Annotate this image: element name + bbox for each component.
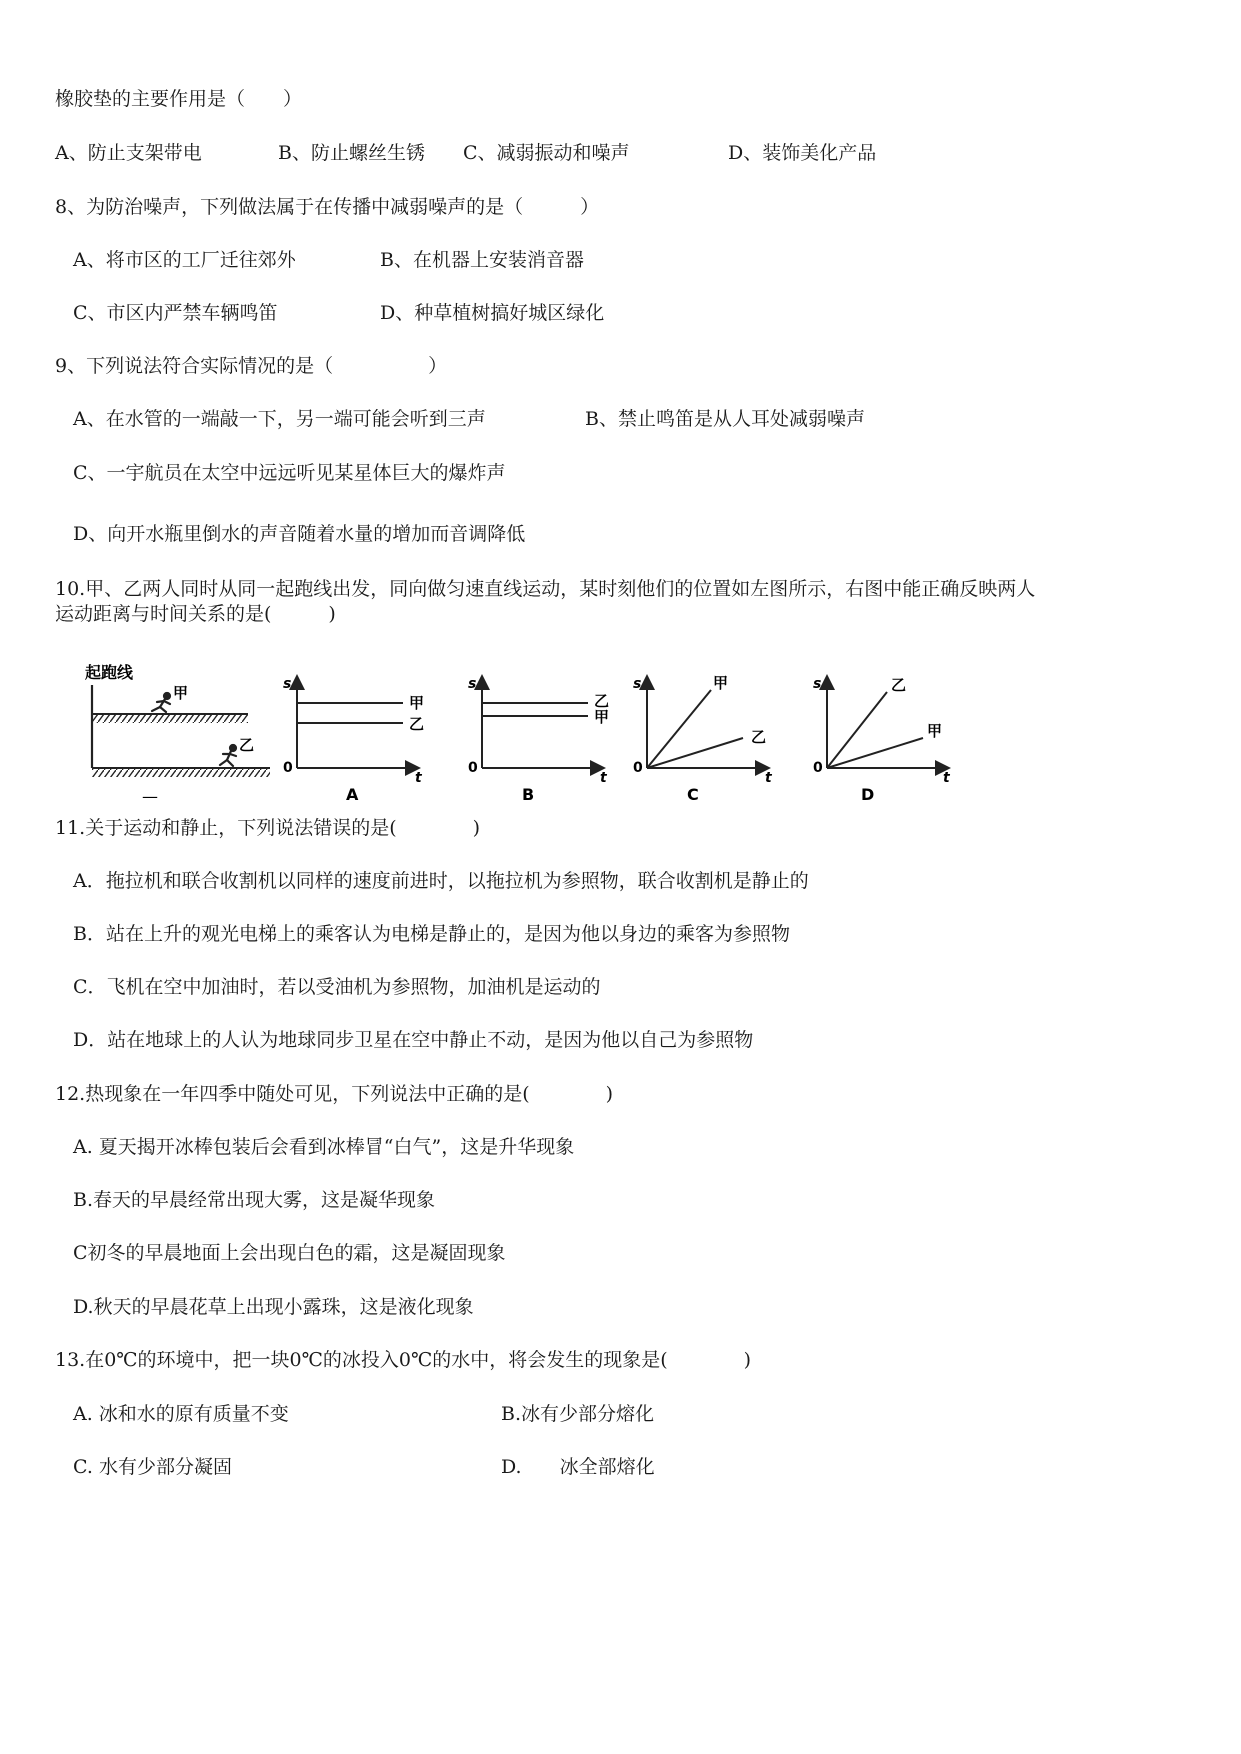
runner-jia-label: 甲 [173,684,189,702]
graph-a-upper-label: 甲 [409,694,425,712]
q12-option-b: B.春天的早晨经常出现大雾，这是凝华现象 [73,1189,436,1211]
q11-option-d: D．站在地球上的人认为地球同步卫星在空中静止不动，是因为他以自己为参照物 [73,1029,754,1051]
q11-option-a: A．拖拉机和联合收割机以同样的速度前进时，以拖拉机为参照物，联合收割机是静止的 [73,870,809,892]
lower-lane-hatch [92,768,270,777]
q10-figure-svg [80,650,960,810]
q13-option-c: C. 水有少部分凝固 [73,1456,232,1478]
q8-option-a: A、将市区的工厂迁往郊外 [73,249,296,271]
graph-a-caption: A [346,785,359,804]
graph-c-shallow-line [647,738,743,768]
left-figure-caption: — [142,787,158,806]
start-line-label: 起跑线 [85,663,134,682]
q9-stem: 9、下列说法符合实际情况的是（ ） [55,355,448,377]
graph-c-steep-line [647,690,711,768]
q8-option-c: C、市区内严禁车辆鸣笛 [73,302,278,324]
q10-stem-line1: 10.甲、乙两人同时从同一起跑线出发，同向做匀速直线运动，某时刻他们的位置如左图所示，右图中能正确反映两人 [55,578,1036,600]
q13-option-a: A. 冰和水的原有质量不变 [73,1403,289,1425]
graph-d-steep-label: 乙 [891,676,907,694]
q11-stem: 11.关于运动和静止，下列说法错误的是( ) [55,817,481,839]
graph-b-s-label: s [468,676,477,692]
q7-option-a: A、防止支架带电 [55,142,202,164]
q13-stem: 13.在0℃的环境中，把一块0℃的冰投入0℃的水中，将会发生的现象是( ) [55,1349,752,1371]
graph-d-shallow-label: 甲 [927,722,943,740]
runner-yi-label: 乙 [239,736,255,754]
q7-stem: 橡胶垫的主要作用是（ ） [55,88,303,110]
runner-yi-icon [220,745,236,766]
graph-d [813,676,951,804]
graph-b-lower-label: 甲 [594,708,610,726]
track-scene [85,663,270,806]
graph-c-caption: C [687,785,699,804]
q7-option-c: C、减弱振动和噪声 [463,142,630,164]
q11-option-c: C．飞机在空中加油时，若以受油机为参照物，加油机是运动的 [73,976,601,998]
graph-c-t-label: t [765,770,772,786]
graph-d-shallow-line [827,738,923,768]
q9-option-d: D、向开水瓶里倒水的声音随着水量的增加而音调降低 [73,523,526,545]
q8-stem: 8、为防治噪声，下列做法属于在传播中减弱噪声的是（ ） [55,196,600,218]
graph-a-s-label: s [283,676,292,692]
q8-option-b: B、在机器上安装消音器 [380,249,584,271]
q10-figure [80,650,960,810]
q12-option-d: D.秋天的早晨花草上出现小露珠，这是液化现象 [73,1296,474,1318]
q9-option-a: A、在水管的一端敲一下，另一端可能会听到三声 [73,408,486,430]
graph-a-t-label: t [415,770,422,786]
q7-option-b: B、防止螺丝生锈 [278,142,425,164]
runner-jia-icon [152,693,170,712]
upper-lane-hatch [92,714,248,723]
graph-a [283,676,424,804]
q11-option-b: B．站在上升的观光电梯上的乘客认为电梯是静止的，是因为他以身边的乘客为参照物 [73,923,790,945]
graph-d-s-label: s [813,676,822,692]
graph-d-t-label: t [943,770,950,786]
graph-b-origin: 0 [468,760,478,776]
graph-c-shallow-label: 乙 [751,728,767,746]
graph-b-t-label: t [600,770,607,786]
graph-a-lower-label: 乙 [409,715,425,733]
q12-option-a: A. 夏天揭开冰棒包装后会看到冰棒冒“白气”，这是升华现象 [73,1136,575,1158]
graph-b-caption: B [522,785,535,804]
graph-d-steep-line [827,692,887,768]
graph-c-steep-label: 甲 [713,674,729,692]
q10-stem-line2: 运动距离与时间关系的是( ) [55,603,336,625]
q9-option-c: C、一宇航员在太空中远远听见某星体巨大的爆炸声 [73,462,506,484]
graph-c-origin: 0 [633,760,643,776]
q7-option-d: D、装饰美化产品 [728,142,877,164]
q12-option-c: C初冬的早晨地面上会出现白色的霜，这是凝固现象 [73,1242,506,1264]
graph-d-caption: D [861,785,875,804]
graph-c [633,674,773,804]
q13-option-d: D. 冰全部熔化 [501,1456,655,1478]
q9-option-b: B、禁止鸣笛是从人耳处减弱噪声 [585,408,865,430]
graph-d-origin: 0 [813,760,823,776]
q12-stem: 12.热现象在一年四季中随处可见，下列说法中正确的是( ) [55,1083,614,1105]
graph-b [468,676,609,804]
graph-b-upper-label: 乙 [594,692,610,710]
graph-c-s-label: s [633,676,642,692]
graph-a-origin: 0 [283,760,293,776]
q13-option-b: B.冰有少部分熔化 [501,1403,655,1425]
q8-option-d: D、种草植树搞好城区绿化 [380,302,605,324]
